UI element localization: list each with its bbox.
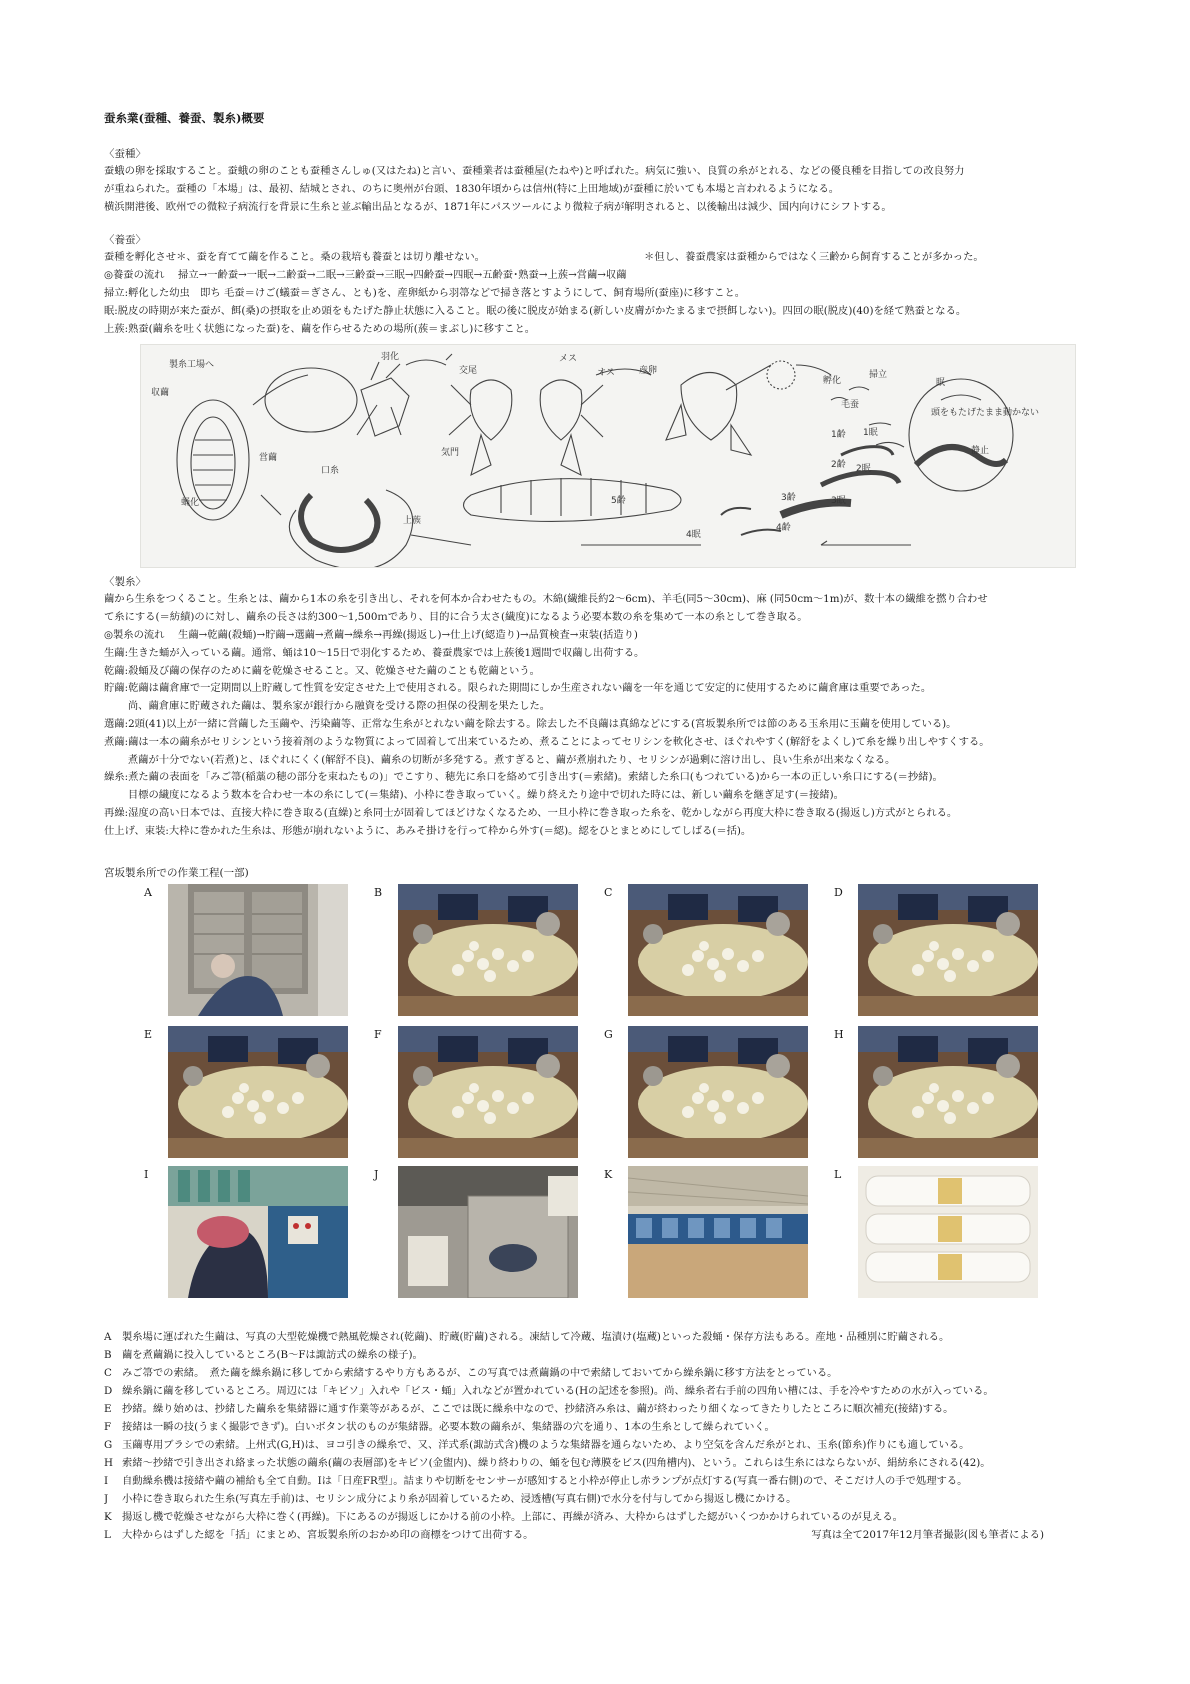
photo-cell bbox=[334, 884, 564, 1018]
sketch-label: 4眠 bbox=[686, 530, 701, 541]
caption-letter: I bbox=[104, 1474, 109, 1487]
caption-text: 索緒～抄緒で引き出され絡まった状態の繭糸(繭の表層部)をキビソ(金盥内)、繰り終わりの、蛹を包む薄膜をビス(四角槽内)、という。これらは生糸にはならないが、絹紡糸にされる(42)。 bbox=[122, 1456, 991, 1469]
sanshu-line: 横浜開港後、欧州での微粒子病流行を背景に生糸と並ぶ輸出品となるが、1871年にパスツールにより微粒子病が解明されると、以後輸出は減少、国内向けにシフトする。 bbox=[104, 200, 892, 213]
sketch-label: 2眠 bbox=[856, 464, 871, 475]
photo-cell bbox=[564, 1166, 794, 1300]
sketch-label: 3齢 bbox=[781, 493, 796, 504]
photo-basin bbox=[398, 884, 578, 1016]
sketch-label: 5齢 bbox=[611, 496, 626, 507]
yosan-note: ＊但し、養蚕農家は蚕種からではなく三齢から飼育することが多かった。 bbox=[644, 251, 984, 264]
sketch-label: 蛹化 bbox=[181, 498, 200, 509]
caption-letter: H bbox=[104, 1456, 113, 1469]
caption-line bbox=[104, 1508, 1084, 1526]
sketch-label: 孵化 bbox=[823, 376, 842, 387]
sanshu-line: が重ねられた。蚕種の「本場」は、最初、結城とされ、のちに奥州が台頭、1830年頃からは信州(特に上田地域)が蚕種に於いても本場と言われるようになる。 bbox=[104, 182, 840, 195]
sketch-label: 1齢 bbox=[831, 430, 846, 441]
caption-text: 大枠からはずした綛を「括」にまとめ、宮坂製糸所のおかめ印の商標をつけて出荷する。 bbox=[122, 1528, 534, 1541]
photo-letter: E bbox=[144, 1027, 153, 1041]
seishi-line: 繭から生糸をつくること。生糸とは、繭から1本の糸を引き出し、それを何本か合わせたもの。木綿(繊維長約2～6cm)、羊毛(同5～30cm)、麻 (同50cm～1m)が、数十本の繊維を撚り合わせ bbox=[104, 593, 988, 606]
photo-letter: B bbox=[374, 885, 383, 899]
caption-text: 玉繭専用ブラシでの索緒。上州式(G,H)は、ヨコ引きの繰糸で、又、洋式系(諏訪式含)機のような集緒器を通らないため、より空気を含んだ糸がとれ、玉糸(節糸)作りにも適している。 bbox=[122, 1438, 970, 1451]
sketch-label: 掃立 bbox=[869, 370, 888, 381]
document bbox=[104, 110, 1084, 1544]
sketch-label: 眠 bbox=[936, 378, 946, 389]
seishi-line: 尚、繭倉庫に貯蔵された繭は、製糸家が銀行から融資を受ける際の担保の役割を果たした。 bbox=[104, 700, 551, 713]
photo-letter: F bbox=[374, 1027, 382, 1041]
caption-text: 抄緒。繰り始めは、抄緒した繭糸を集緒器に通す作業等があるが、ここでは既に繰糸中なので、抄緒済み糸は、繭が終わったり細くなってきたりしたところに順次補充(接緒)する。 bbox=[122, 1402, 954, 1415]
photo-letter: G bbox=[604, 1027, 613, 1041]
caption-line bbox=[104, 1472, 1084, 1490]
photo-letter: H bbox=[834, 1027, 844, 1041]
caption-text: みご箒での索緒。 煮た繭を繰糸鍋に移してから索緒するやり方もあるが、この写真では煮繭鍋の中で索緒しておいてから繰糸鍋に移す方法をとっている。 bbox=[122, 1366, 838, 1379]
photo-machine bbox=[168, 1166, 348, 1298]
seishi-line: 乾繭:殺蛹及び繭の保存のために繭を乾燥させること。又、乾燥させた繭のことも乾繭という。 bbox=[104, 664, 540, 677]
sketch-label: メス bbox=[559, 354, 578, 365]
photo-basin bbox=[858, 1026, 1038, 1158]
yosan-line: 上蔟:熟蚕(繭糸を吐く状態になった蚕)を、繭を作らせるための場所(蔟＝まぶし)に移すこと。 bbox=[104, 322, 536, 335]
seishi-line: 仕上げ、束装:大枠に巻かれた生糸は、形態が崩れないように、あみそ掛けを行って枠から外す(＝綛)。綛をひとまとめにしてしばる(＝括)。 bbox=[104, 824, 752, 837]
yosan-line: 眠:脱皮の時期が来た蚕が、餌(桑)の摂取を止め頭をもたげた静止状態に入ること。眠の後に脱皮が始まる(新しい皮膚がかたまるまで摂餌しない)。四回の眠(脱皮)(40)を経て熟蚕となる。 bbox=[104, 304, 967, 317]
caption-line bbox=[104, 1382, 1084, 1400]
photo-basin bbox=[168, 1026, 348, 1158]
caption-letter: A bbox=[104, 1330, 112, 1343]
photo-hall bbox=[628, 1166, 808, 1298]
sketch-label: 2齢 bbox=[831, 460, 846, 471]
photo-letter: I bbox=[144, 1167, 149, 1181]
caption-line bbox=[104, 1454, 1084, 1472]
photo-cell bbox=[334, 1166, 564, 1300]
caption-line bbox=[104, 1490, 1084, 1508]
seishi-line: て糸にする(＝紡績)のに対し、繭糸の長さは約300～1,500ｍであり、目的に合う太さ(繊度)になるよう必要本数の糸を集めて一本の糸として巻き取る。 bbox=[104, 611, 808, 624]
caption-line bbox=[104, 1364, 1084, 1382]
photo-cell bbox=[334, 1026, 564, 1160]
sketch-label: 上蔟 bbox=[403, 516, 422, 527]
sketch-label: 毛蚕 bbox=[841, 400, 860, 411]
seishi-line: 繰糸:煮た繭の表面を「みご箒(稲藁の穂の部分を束ねたもの)」でこすり、穂先に糸口を絡めて引き出す(＝索緒)。索緒した糸口(もつれている)から一本の正しい糸口にする(＝抄緒)。 bbox=[104, 771, 943, 784]
sketch-label: 交尾 bbox=[459, 366, 478, 377]
caption-letter: C bbox=[104, 1366, 112, 1379]
photo-cell bbox=[564, 1026, 794, 1160]
photo-cell bbox=[794, 1166, 1024, 1300]
section-heading-sanshu: 〈蚕種〉 bbox=[104, 148, 146, 160]
photo-grid bbox=[104, 884, 1084, 1324]
page-title: 蚕糸業(蚕種、養蚕、製糸)概要 bbox=[104, 111, 265, 125]
caption-text: 小枠に巻き取られた生糸(写真左手前)は、セリシン成分により糸が固着しているため、浸透槽(写真右側)で水分を付与してから揚返し機にかける。 bbox=[122, 1492, 797, 1505]
caption-letter: J bbox=[104, 1492, 109, 1505]
sketch-label: 4齢 bbox=[776, 523, 791, 534]
photo-cell bbox=[104, 1026, 334, 1160]
photos-heading: 宮坂製糸所での作業工程(一部) bbox=[104, 866, 249, 879]
sketch-label: 口糸 bbox=[321, 466, 340, 477]
sketch-label: 羽化 bbox=[381, 352, 400, 363]
photo-letter: L bbox=[834, 1167, 842, 1181]
photo-letter: C bbox=[604, 885, 613, 899]
sketch-label: 3眠 bbox=[831, 496, 846, 507]
caption-letter: B bbox=[104, 1348, 112, 1361]
caption-line bbox=[104, 1526, 1084, 1544]
seishi-line: 煮繭:繭は一本の繭糸がセリシンという接着剤のような物質によって固着して出来ているため、煮ることによってセリシンを軟化させ、ほぐれやすく(解舒をよくし)て糸を繰り出しやすくする。 bbox=[104, 735, 990, 748]
caption-line bbox=[104, 1328, 1084, 1346]
sketch-label: オス bbox=[597, 368, 615, 379]
caption-line bbox=[104, 1400, 1084, 1418]
photo-letter: A bbox=[144, 885, 152, 899]
yosan-line: ◎養蚕の流れ 掃立→一齢蚕→一眠→二齢蚕→二眠→三齢蚕→三眠→四齢蚕→四眠→五齢蚕･熟蚕→上蔟→営繭→収繭 bbox=[104, 269, 627, 282]
photo-basin bbox=[858, 884, 1038, 1016]
sketch-label: 静止 bbox=[971, 446, 990, 457]
caption-letter: D bbox=[104, 1384, 113, 1397]
seishi-line: 貯繭:乾繭は繭倉庫で一定期間以上貯蔵して性質を安定させた上で使用される。限られた期間にしか生産されない繭を一年を通じて安定的に使用するために繭倉庫は重要であった。 bbox=[104, 682, 932, 695]
seishi-line: ◎製糸の流れ 生繭→乾繭(殺蛹)→貯繭→選繭→煮繭→繰糸→再繰(揚返し)→仕上げ(綛造り)→品質検査→束装(括造り) bbox=[104, 628, 638, 641]
photo-cell bbox=[104, 884, 334, 1018]
lifecycle-sketch bbox=[140, 344, 1076, 568]
yosan-intro: 蚕種を孵化させ＊、蚕を育てて繭を作ること。桑の栽培も養蚕とは切り離せない。 bbox=[104, 251, 485, 264]
seishi-line: 生繭:生きた蛹が入っている繭。通常、蛹は10～15日で羽化するため、養蚕農家では上蔟後1週間で収繭し出荷する。 bbox=[104, 646, 645, 659]
sketch-label: 頭をもたげたまま動かない bbox=[931, 408, 1040, 419]
sketch-label: 営繭 bbox=[259, 453, 278, 464]
caption-text: 製糸場に運ばれた生繭は、写真の大型乾燥機で熱風乾燥され(乾繭)、貯蔵(貯繭)される。凍結して冷蔵、塩漬け(塩蔵)といった殺蛹・保存方法もある。産地・品種別に貯繭される。 bbox=[122, 1330, 950, 1343]
photo-letter: J bbox=[374, 1167, 379, 1181]
seishi-line: 煮繭が十分でない(若煮)と、ほぐれにくく(解舒不良)、繭糸の切断が多発する。煮すぎると、繭が煮崩れたり、セリシンが過剰に溶け出し、良い生糸が出来なくなる。 bbox=[104, 753, 896, 766]
caption-text: 揚返し機で乾燥させながら大枠に巻く(再繰)。下にあるのが揚返しにかける前の小枠。上部に、再繰が済み、大枠からはずした綛がいくつかかけられているのが見える。 bbox=[122, 1510, 903, 1523]
caption-text: 自動繰糸機は接緒や繭の補給も全て自動。Iは「日産FR型」。詰まりや切断をセンサーが感知すると小枠が停止し赤ランプが点灯する(写真一番右側)ので、そこだけ人の手で処理する。 bbox=[122, 1474, 968, 1487]
caption-letter: L bbox=[104, 1528, 111, 1541]
caption-text: 繭を煮繭鍋に投入しているところ(B～Fは諏訪式の繰糸の様子)。 bbox=[122, 1348, 423, 1361]
yosan-line: 掃立:孵化した幼虫 即ち 毛蚕＝けご(蟻蚕＝ぎさん、とも)を、産卵紙から羽箒などで掃き落とすようにして、飼育場所(蚕座)に移すこと。 bbox=[104, 286, 746, 299]
photo-cell bbox=[794, 1026, 1024, 1160]
sketch-label: 製糸工場へ bbox=[169, 360, 215, 371]
photo-floor bbox=[398, 1166, 578, 1298]
sketch-label: 気門 bbox=[441, 448, 460, 459]
seishi-line: 選繭:2頭(41)以上が一緒に営繭した玉繭や、汚染繭等、正常な生糸がとれない繭を除去する。除去した不良繭は真綿などにする(宮坂製糸所では節のある玉糸用に玉繭を使用している)。 bbox=[104, 717, 957, 730]
photo-credit: 写真は全て2017年12月筆者撮影(図も筆者による) bbox=[811, 1528, 1044, 1541]
seishi-line: 再繰:湿度の高い日本では、直接大枠に巻き取る(直繰)と糸同士が固着してほどけなくなるため、一旦小枠に巻き取った糸を、乾かしながら再度大枠に巻き取る(揚返し)方式がとられる。 bbox=[104, 806, 958, 819]
sketch-label: 収繭 bbox=[151, 388, 170, 399]
caption-letter: G bbox=[104, 1438, 113, 1451]
caption-text: 繰糸鍋に繭を移しているところ。周辺には「キビソ」入れや「ビス・蛹」入れなどが置かれている(Hの記述を参照)。尚、繰糸者右手前の四角い槽には、手を冷やすための水が入っている。 bbox=[122, 1384, 994, 1397]
caption-text: 接緒は一瞬の技(うまく撮影できず)。白いボタン状のものが集緒器。必要本数の繭糸が、集緒器の穴を通り、1本の生糸として繰られていく。 bbox=[122, 1420, 775, 1433]
section-heading-seishi: 〈製糸〉 bbox=[104, 576, 146, 589]
photo-cell bbox=[564, 884, 794, 1018]
photo-cell bbox=[104, 1166, 334, 1300]
sketch-label: 産卵 bbox=[639, 366, 658, 377]
caption-letter: K bbox=[104, 1510, 112, 1523]
caption-letter: E bbox=[104, 1402, 112, 1415]
photo-cell bbox=[794, 884, 1024, 1018]
seishi-line: 目標の繊度になるよう数本を合わせ一本の糸にして(＝集緒)、小枠に巻き取っていく。繰り終えたり途中で切れた時には、新しい繭糸を継ぎ足す(＝接緒)。 bbox=[104, 789, 844, 802]
caption-letter: F bbox=[104, 1420, 112, 1433]
caption-line bbox=[104, 1346, 1084, 1364]
photo-basin bbox=[398, 1026, 578, 1158]
sketch-label: 1眠 bbox=[863, 428, 878, 439]
caption-line bbox=[104, 1418, 1084, 1436]
yosan-line bbox=[104, 249, 1084, 267]
caption-line bbox=[104, 1436, 1084, 1454]
photo-basin bbox=[628, 884, 808, 1016]
sanshu-line: 蚕蛾の卵を採取すること。蚕蛾の卵のことも蚕種さんしゅ(又はたね)と言い、蚕種業者は蚕種屋(たねや)と呼ばれた。病気に強い、良質の糸がとれる、などの優良種を目指しての改良努力 bbox=[104, 165, 965, 177]
photo-skeins bbox=[858, 1166, 1038, 1298]
section-heading-yosan: 〈養蚕〉 bbox=[104, 234, 146, 247]
photo-captions bbox=[104, 1328, 1084, 1544]
photo-basin bbox=[628, 1026, 808, 1158]
photo-dryer bbox=[168, 884, 348, 1016]
photo-letter: D bbox=[834, 885, 843, 899]
photo-letter: K bbox=[604, 1167, 613, 1181]
lifecycle-drawing bbox=[141, 345, 1075, 567]
